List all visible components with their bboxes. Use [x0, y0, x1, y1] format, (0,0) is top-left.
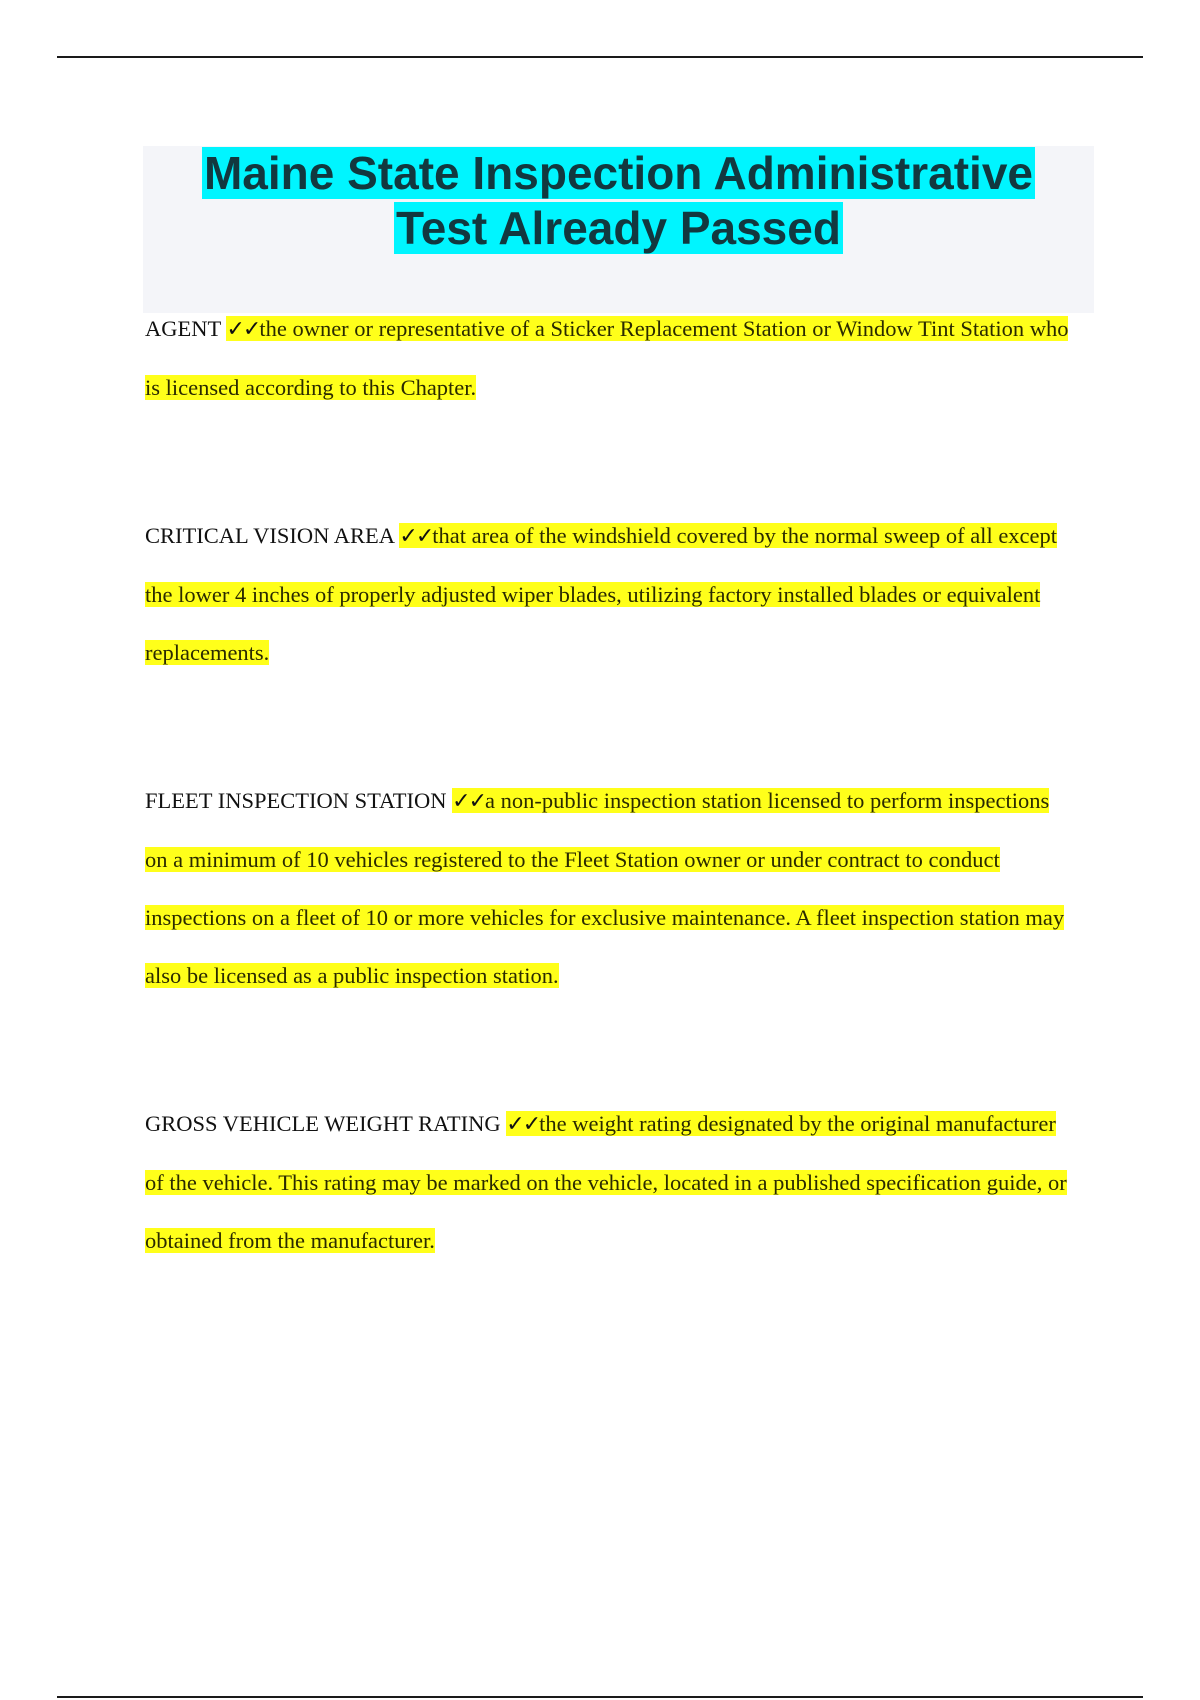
entry-definition-highlight [145, 316, 1068, 400]
document-title [143, 146, 1094, 256]
entry-definition: the owner or representative of a Sticker Replacement Station or Window Tint Station who is licensed according to this Chapter. [145, 316, 1069, 400]
title-line-2: Test Already Passed [396, 202, 841, 254]
definition-entry-critical-vision-area [145, 507, 1075, 682]
definition-entry-agent [145, 300, 1075, 417]
entry-term: FLEET INSPECTION STATION [145, 788, 447, 813]
check-marks-icon: ✓✓ [226, 317, 260, 342]
entry-definition: a non-public inspection station licensed to perform inspections on a minimum of 10 vehicles registered to the Fleet Station owner or under contract to conduct inspections on a fleet of 10 or more vehicles for exclusive maintenance. A fleet inspection station may also be licensed as a public inspection station. [145, 788, 1065, 988]
entry-term: GROSS VEHICLE WEIGHT RATING [145, 1111, 501, 1136]
entry-definition: that area of the windshield covered by the normal sweep of all except the lower 4 inches of properly adjusted wiper blades, utilizing factory installed blades or equivalent replacements. [145, 523, 1058, 665]
entry-definition: the weight rating designated by the original manufacturer of the vehicle. This rating may be marked on the vehicle, located in a published specification guide, or obtained from the manufacturer. [145, 1111, 1067, 1253]
entry-term: CRITICAL VISION AREA [145, 523, 394, 548]
check-marks-icon: ✓✓ [399, 524, 433, 549]
title-line-1: Maine State Inspection Administrative [203, 147, 1034, 199]
definition-entry-fleet-inspection-station [145, 772, 1075, 1005]
bottom-rule [57, 1696, 1143, 1698]
check-marks-icon: ✓✓ [452, 789, 486, 814]
entry-term: AGENT [145, 316, 221, 341]
check-marks-icon: ✓✓ [506, 1112, 540, 1137]
entry-definition-highlight [145, 788, 1064, 988]
top-rule [57, 56, 1143, 58]
definition-entry-gross-vehicle-weight-rating [145, 1095, 1075, 1270]
definitions-list [145, 300, 1075, 1270]
